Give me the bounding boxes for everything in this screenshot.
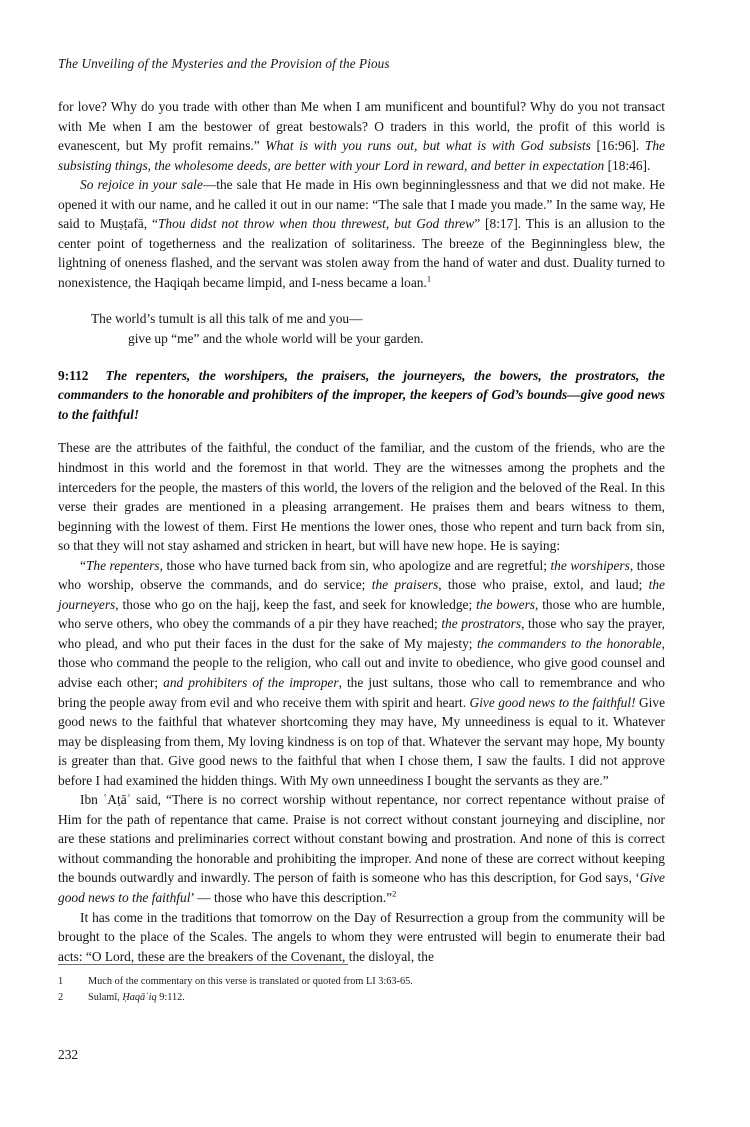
footnote-2-title: Ḥaqāʾiq <box>122 991 157 1003</box>
para4-t6: , those who say the prayer, who plead, and who put their faces in the dust for the sake of My majesty; <box>58 616 665 651</box>
quran-verse-reference: 9:112 <box>58 367 89 383</box>
para4-t3: , those who praise, extol, and laud; <box>438 577 649 593</box>
paragraph-continuation <box>58 97 665 175</box>
lemma-praisers: the praisers <box>371 577 439 593</box>
spacer <box>58 349 665 366</box>
verse-spacer <box>89 368 106 383</box>
running-head: The Unveiling of the Mysteries and the Provision of the Pious <box>58 56 390 71</box>
para4-t4: , those who go on the hajj, keep the fast, and seek for knowledge; <box>115 596 477 612</box>
lemma-repenters: The repenters <box>85 557 160 573</box>
footnote-text <box>88 990 665 1006</box>
footnote-2-pre: Sulamī, <box>88 991 123 1003</box>
poem-block <box>58 309 665 348</box>
para4-t2: , those who worship, observe the commands, and do service; <box>58 557 665 593</box>
footnote-item <box>58 990 665 1006</box>
lemma-prohibiters: and prohibiters of the improper <box>163 675 339 690</box>
poem-line-1: The world’s tumult is all this talk of me and you— <box>91 311 363 327</box>
footnote-item <box>58 974 665 990</box>
para1-quran-quote-2: The subsisting things, the wholesome deeds, are better with your Lord in reward, and better in expectation <box>58 138 665 173</box>
paragraph-sale <box>58 175 665 292</box>
lemma-commanders: the commanders to the honorable <box>477 635 662 651</box>
quran-verse-heading <box>58 366 665 425</box>
para2-part2: ” [8:17]. This is an allusion to the center point of togetherness and the realization of solitariness. The breeze of the Beginningless blew, the lightning of oneness flashed, and the servant was stolen away from the hand of water and dust. Duality turned to nonexistence, the Haqiqah became limpid, and I-ness became a loan. <box>58 216 665 290</box>
para2-part1: —the sale that He made in His own beginninglessness and that we did not make. He opened it with our name, and he called it out in our name: “The sale that I made you made.” In the same way, He said to Muṣṭafā, “ <box>58 177 665 232</box>
para1-part1: for love? Why do you trade with other than Me when I am munificent and bountiful? Why do you not transact with Me when I am the bestower of great bestowals? O traders in this world, the profit of this world is evanescent, but My profit remains.” <box>58 99 665 154</box>
lemma-journeyers: the journeyers <box>58 577 665 612</box>
paragraph-ibn-ata <box>58 790 665 907</box>
footnote-text: Much of the commentary on this verse is translated or quoted from LI 3:63-65. <box>88 976 413 987</box>
para5-quran-refrain: Give good news to the faithful <box>58 870 665 906</box>
footnote-area <box>58 964 665 1005</box>
para4-t1: , those who have turned back from sin, who apologize and are regretful; <box>159 557 551 573</box>
para5-t1: Ibn ʿAṭāʾ said, “There is no correct worship without repentance, nor correct repentance without praise of Him for the path of repentance that came. Praise is not correct without constant journeying and discipline, nor are these stations and preliminaries correct without constant bowing and prostration. And none of this is correct without commanding the honorable and prohibiting the improper. And none of these are correct without keeping the bounds outwardly and inwardly. The person of faith is someone who has this description, for God says, ‘ <box>58 792 665 886</box>
spacer <box>58 292 665 309</box>
lemma-prostrators: the prostrators <box>441 616 522 632</box>
paragraph-traditions: It has come in the traditions that tomorrow on the Day of Resurrection a group from the community will be brought to the place of the Scales. The angels to whom they were entrusted will begin to enumerate their bad acts: “O Lord, these are the breakers of the Covenant, the disloyal, the <box>58 909 665 964</box>
page-number: 232 <box>58 1047 79 1062</box>
footnote-marker-2[interactable]: 2 <box>392 889 397 899</box>
footnote-marker-1[interactable]: 1 <box>426 274 432 284</box>
quran-verse-text: The repenters, the worshipers, the praisers, the journeyers, the bowers, the prostrators, the commanders to the honorable and prohibiters of the improper, the keepers of God’s bounds—give good news to the faithful! <box>58 367 665 422</box>
para1-part3: [18:46]. <box>604 157 651 173</box>
para4-open-quote: “ <box>80 557 86 573</box>
para2-lead-italic: So rejoice in your sale <box>80 177 203 193</box>
lemma-worshipers: the worshipers <box>550 557 630 573</box>
para1-part2: [16:96]. <box>590 138 645 154</box>
para2-quran-quote-1: Thou didst not throw when thou threwest, but God threw <box>157 216 475 232</box>
paragraph-gloss <box>58 556 665 791</box>
para1-quran-quote-1: What is with you runs out, but what is with God subsists <box>265 138 591 154</box>
lemma-bowers: the bowers <box>476 596 535 612</box>
footnote-number: 2 <box>58 991 64 1003</box>
paragraph-attributes: These are the attributes of the faithful, the conduct of the familiar, and the custom of the friends, who are the hindmost in this world and the foremost in that world. They are the witnesses among the prophets and the interceders for the people, the masters of this world, the lovers of the religion and the beloved of the Real. In this verse their grades are mentioned in a pleasing arrangement. He praises them and bears witness to them, beginning with the lowest of them. First He mentions the lower ones, those who repent and turn back from sin, so that they will not stay ashamed and stricken in heart, but will have new hope. He is saying: <box>58 440 665 554</box>
quran-refrain: Give good news to the faithful! <box>469 694 636 710</box>
para4-t9: Give good news to the faithful that whatever shortcoming they may have, My unneediness is equal to it. Whatever may be displeasing from them, My loving kindness is on top of that. Whatever the servant may hope, My bounty is greater than that. Give good news to the faithful that when I chose them, I saw the faults. I did not approve before I had examined the hidden things. With My own unneediness I bought the servants as they are.” <box>58 694 666 788</box>
para4-t7: , those who command the people to the religion, who call out and invite to obedience, who give good counsel and advise each other; <box>58 635 665 690</box>
poem-line-2: give up “me” and the whole world will be your garden. <box>128 331 424 347</box>
para5-t2: ’ — those who have this description.” <box>190 890 393 906</box>
text-column <box>58 97 665 966</box>
para4-t5: , those who are humble, who serve others, who obey the commands of a pir they have reached; <box>58 596 665 632</box>
footnote-rule <box>58 964 348 965</box>
spacer <box>58 424 665 438</box>
para4-t8: , the just sultans, those who call to remembrance and who bring the people away from evil and who receive them with spirit and heart. <box>58 675 665 710</box>
footnote-2-post: 9:112. <box>156 991 185 1003</box>
footnote-number: 1 <box>58 976 64 987</box>
